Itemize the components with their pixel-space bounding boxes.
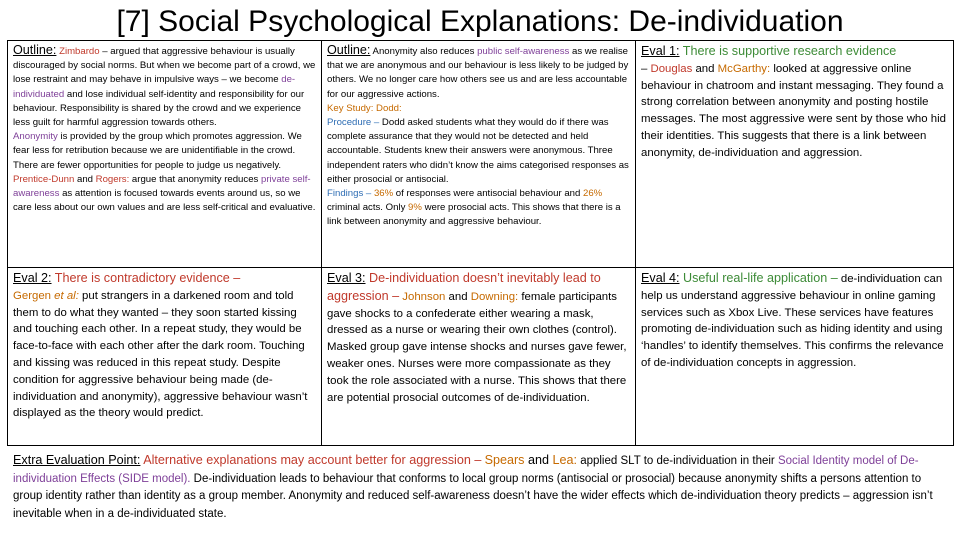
outline-text: Anonymity also reduces: [370, 46, 478, 57]
content-grid: [7, 40, 954, 446]
public-self-awareness-term: public self-awareness: [477, 46, 570, 57]
deindividuated-term: de-individuated: [13, 74, 296, 100]
side-model-term: Social Identity model of De-individuation Effects (SIDE model).: [13, 455, 919, 485]
douglas-name: Douglas: [650, 62, 693, 75]
stat-36: 36%: [373, 188, 394, 200]
mcgarthy-name: McGarthy:: [717, 62, 771, 75]
eval-3-text: [327, 270, 630, 406]
extra-label: Extra Evaluation Point:: [13, 453, 141, 467]
procedure-label: Procedure –: [327, 117, 380, 129]
outline-text: as we realise that we are anonymous and our behaviour is less likely to be judged by others. We no longer care how others see us and are less accountable for our aggressive actions.: [327, 46, 629, 100]
outline-text: and lose individual self-identity and responsibility for our behaviour. Responsibility is shared by the crowd and we experience less guilt for harmful aggression towards others.: [13, 88, 305, 129]
eval-4-title: Useful real-life application –: [679, 271, 838, 285]
outline-cell-2: [322, 41, 636, 268]
outline-text: argue that anonymity reduces: [129, 173, 261, 185]
eval-2-text: [13, 270, 316, 422]
downing-name: Downing:: [470, 290, 519, 303]
extra-text: applied SLT to de-individuation in their: [577, 455, 778, 467]
outline-heading: Outline:: [13, 43, 57, 57]
zimbardo-name: Zimbardo: [59, 46, 100, 57]
findings-text: were prosocial acts. This shows that there is a link between anonymity and aggressive behaviour.: [327, 202, 621, 228]
and-text: and: [524, 453, 553, 467]
eval-2-label: Eval 2:: [13, 271, 52, 285]
findings-label: Findings –: [327, 188, 372, 200]
outline-2-text: [327, 43, 630, 230]
eval-2-title: There is contradictory evidence –: [51, 271, 241, 285]
eval-3-label: Eval 3:: [327, 271, 366, 285]
findings-text: criminal acts. Only: [327, 202, 409, 214]
stat-9: 9%: [408, 202, 422, 214]
rogers-name: Rogers:: [95, 173, 130, 185]
findings-text: of responses were antisocial behaviour and: [393, 188, 583, 200]
johnson-name: Johnson: [402, 290, 446, 303]
extra-text: De-individuation leads to behaviour that conforms to local group norms (antisocial or prosocial) because anonymity shifts a persons attention to group identity rather than identity as a group member. Anonymity and reduced self-awareness doesn’t have the wider effects which de-individuation theory predicts – aggression isn’t inevitable when in a de-individuated state.: [13, 472, 933, 520]
eval-1-cell: [636, 41, 954, 268]
outline-heading: Outline:: [327, 43, 371, 57]
and-text: and: [692, 62, 718, 75]
and-text: and: [445, 290, 471, 303]
eval-3-body: female participants gave shocks to a confederate either wearing a mask, dressed as a nurse or wearing their own clothes (control). Masked group gave intense shocks and nurses gave fewer, weaker ones. Nurses were more compassionate as they took the role associated with a nurse. This shows that there are potential prosocial outcomes of de-individuation.: [327, 290, 627, 404]
eval-4-cell: [636, 268, 954, 446]
lea-name: Lea:: [552, 453, 577, 467]
et-al: et al:: [51, 289, 79, 302]
procedure-text: Dodd asked students what they would do if there was complete assurance that they would not be detected and held accountable. Students knew their answers were anonymous. Three independent raters who didn’t know the aims categorised responses as either prosocial or antisocial.: [327, 117, 629, 185]
extra-evaluation: [13, 452, 948, 523]
extra-evaluation-text: [13, 452, 948, 523]
key-study-label: Key Study: Dodd:: [327, 102, 402, 114]
outline-cell-1: [8, 41, 322, 268]
eval-1-label: Eval 1:: [641, 44, 680, 58]
eval-4-text: [641, 270, 948, 372]
eval-3-title: De-individuation doesn’t inevitably lead to aggression –: [327, 271, 601, 303]
eval-1-title: There is supportive research evidence: [679, 44, 897, 58]
spears-name: Spears: [484, 453, 525, 467]
eval-3-cell: [322, 268, 636, 446]
outline-text: – argued that aggressive behaviour is usually discouraged by social norms. But when we become part of a crowd, we lose restraint and may behave in impulsive ways – we become: [13, 46, 316, 86]
outline-text: is provided by the group which promotes aggression. We fear less for retribution because we are unidentifiable in the crowd. There are fewer opportunities for people to judge us negatively.: [13, 131, 302, 171]
page-title: [7] Social Psychological Explanations: De-individuation: [116, 5, 844, 38]
and-text: and: [74, 173, 96, 185]
anonymity-term: Anonymity: [13, 131, 58, 143]
gergen-name: Gergen: [13, 289, 51, 302]
eval-4-label: Eval 4:: [641, 271, 680, 285]
eval-2-cell: [8, 268, 322, 446]
outline-text: as attention is focused towards events around us, so we care less about our own values and are less self-critical and evaluative.: [13, 188, 316, 214]
eval-2-body: put strangers in a darkened room and told them to do what they wanted – they soon started kissing and touching each other. In a repeat study, they would be face-to-face with each other after the dark room. Touching and kissing was reduced in this repeat study. Despite condition for aggressive behaviour being made (de-individuation and anonymity), aggressive behaviour wasn’t displayed as the theory would predict.: [13, 289, 308, 420]
outline-1-text: [13, 43, 316, 215]
eval-4-body: de-individuation can help us understand aggressive behaviour in online gaming services such as Xbox Live. These services have features promoting de-individuation such as hiding identity and using ‘handles’ to identify themselves. This confirms the relevance of de-individuation concepts in aggression.: [641, 273, 944, 369]
dash: –: [641, 62, 651, 75]
prentice-dunn-name: Prentice-Dunn: [13, 173, 75, 185]
eval-1-text: [641, 43, 948, 162]
stat-26: 26%: [583, 188, 603, 200]
eval-1-body: looked at aggressive online behaviour in chatroom and instant messaging. They found a strong correlation between anonymity and posting hostile messages. The most aggressive were sent by those who hid their identities. This suggests that there is a link between anonymity, de-individuation and aggression.: [641, 62, 946, 159]
private-self-awareness-term: private self-awareness: [13, 173, 311, 200]
extra-title: Alternative explanations may account better for aggression –: [140, 453, 482, 467]
